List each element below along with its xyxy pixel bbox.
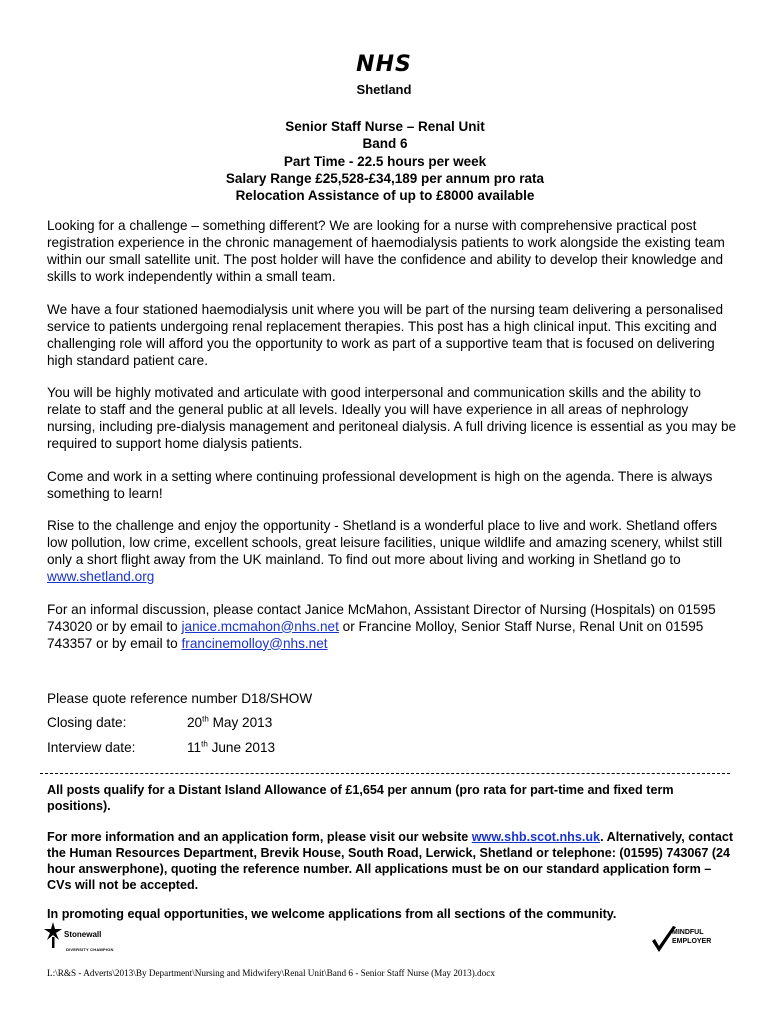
job-relocation: Relocation Assistance of up to £8000 available	[235, 188, 535, 204]
job-description	[47, 217, 737, 667]
shetland-website-link[interactable]: www.shetland.org	[47, 569, 155, 584]
file-path-footer: L:\R&S - Adverts\2013\By Department\Nursing and Midwifery\Renal Unit\Band 6 - Senior Staff Nurse (May 2013).docx	[47, 968, 495, 978]
paragraph-skills: You will be highly motivated and articulate with good interpersonal and communication skills and the ability to relate to staff and the general public at all levels. Ideally you will have experience in all areas of nephrology nursing, including pre-dialysis management and peritoneal dialysis. A full driving licence is essential as you may be required to support home dialysis patients.	[47, 385, 737, 451]
nhs-shetland-logo	[349, 50, 419, 110]
closing-date-row	[47, 714, 272, 731]
paragraph-contact: For an informal discussion, please contact Janice McMahon, Assistant Director of Nursing (Hospitals) on 01595 743020 or by email to janice.mcmahon@nhs.net or Francine Molloy, Senior Staff Nurse, Renal Unit on 01595 743357 or by email to francinemolloy@nhs.net	[47, 601, 716, 651]
stonewall-badge	[44, 921, 134, 957]
mindful-text: MINDFUL EMPLOYER	[672, 929, 712, 945]
stonewall-subtitle: DIVERSITY CHAMPION	[66, 947, 114, 952]
interview-date-value: 11th June 2013	[187, 739, 276, 755]
paragraph-unit: We have a four stationed haemodialysis unit where you will be part of the nursing team delivering a personalised service to patients undergoing renal replacement therapies. This post has a high clinical input. This exciting and challenging role will afford you the opportunity to work as part of a supportive team that is focused on delivering high standard patient care.	[47, 301, 724, 368]
job-title: Senior Staff Nurse – Renal Unit	[285, 119, 485, 134]
janice-email-link[interactable]: janice.mcmahon@nhs.net	[181, 618, 339, 634]
job-band: Band 6	[362, 136, 408, 152]
closing-date-value: 20th May 2013	[187, 714, 273, 730]
equal-opportunities-note: In promoting equal opportunities, we welcome applications from all sections of the community.	[47, 907, 617, 921]
job-hours: Part Time - 22.5 hours per week	[283, 153, 487, 169]
section-divider	[40, 773, 730, 774]
shb-website-link[interactable]: www.shb.scot.nhs.uk	[471, 830, 601, 844]
paragraph-shetland: Rise to the challenge and enjoy the opportunity - Shetland is a wonderful place to live and work. Shetland offers low pollution, low crime, excellent schools, great leisure facilities, unique wildlife and amazing scenery, whilst still only a short flight away from the UK mainland. To find out more about living and working in Shetland go to www.shetland.org	[47, 518, 723, 584]
job-salary: Salary Range £25,528-£34,189 per annum pro rata	[225, 170, 545, 186]
reference-line: Please quote reference number D18/SHOW	[47, 691, 313, 706]
interview-date-label: Interview date:	[47, 740, 136, 755]
nhs-logo-icon: NHS	[356, 52, 412, 77]
stonewall-title: Stonewall	[64, 930, 102, 939]
mindful-employer-badge	[650, 925, 730, 955]
job-heading	[40, 118, 730, 204]
closing-date-label: Closing date:	[47, 715, 127, 730]
paragraph-intro: Looking for a challenge – something different? We are looking for a nurse with comprehensive practical post registration experience in the chronic management of haemodialysis patients to work alongside the existing team within our small satellite unit. The post holder will have the confidence and ability to develop their knowledge and skills to work independently within a small team.	[47, 218, 725, 284]
paragraph-development: Come and work in a setting where continuing professional development is high on the agenda. There is always something to learn!	[47, 468, 713, 501]
francine-email-link[interactable]: francinemolloy@nhs.net	[181, 635, 328, 651]
stonewall-star-icon	[44, 921, 64, 949]
interview-date-row	[47, 739, 275, 756]
allowance-note: All posts qualify for a Distant Island Allowance of £1,654 per annum (pro rata for part-time and fixed term positions).	[47, 783, 674, 813]
logo-board-name: Shetland	[356, 82, 412, 97]
application-info: For more information and an application form, please visit our website www.shb.scot.nhs.uk. Alternatively, contact the Human Resources Department, Brevik House, South Road, Lerwick, Shetland or telephone: (01595) 743067 (24 hour answerphone), quoting the reference number. All applications must be on our standard application form – CVs will not be accepted.	[47, 830, 734, 892]
